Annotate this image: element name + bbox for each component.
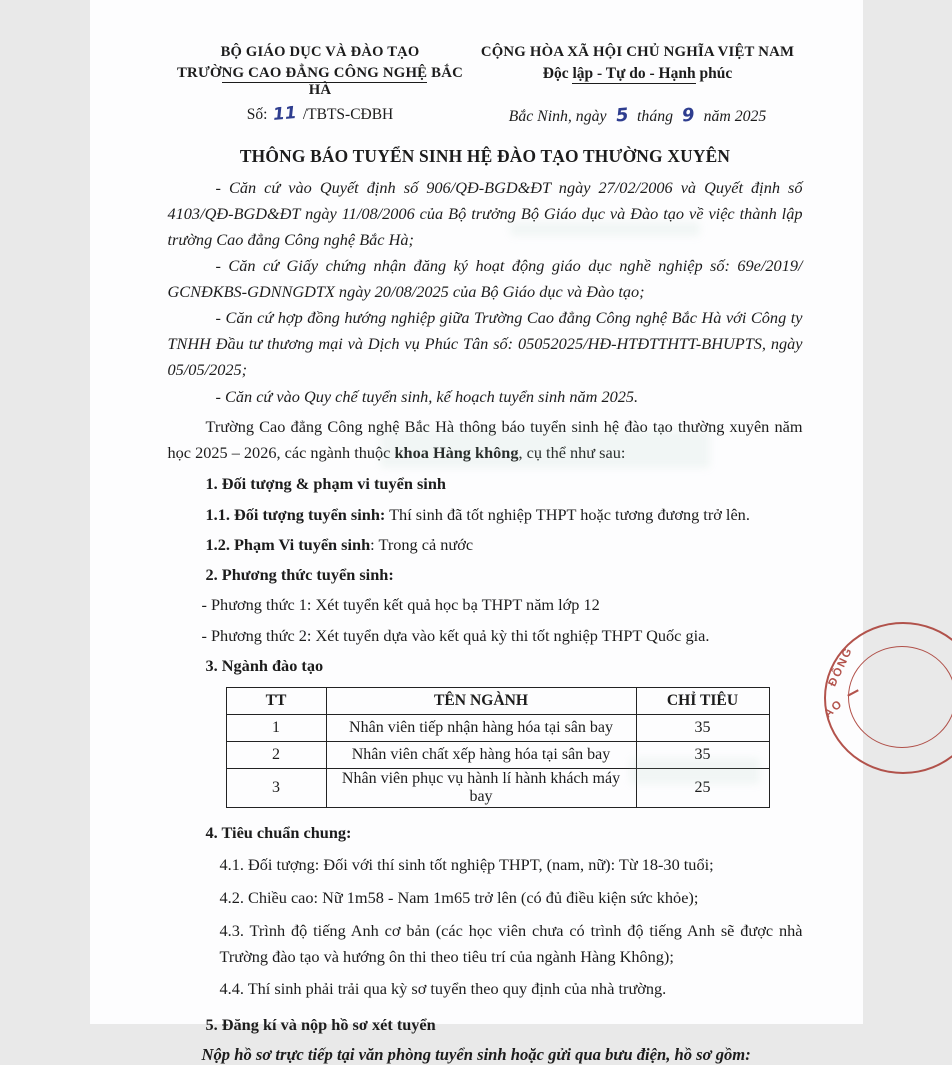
date-month-word: tháng — [637, 108, 673, 125]
section-1-item-1 — [206, 502, 803, 527]
scanned-document-page — [90, 0, 863, 1024]
standard-item-4-4: 4.4. Thí sinh phải trải qua kỳ sơ tuyển theo quy định của nhà trường. — [220, 976, 803, 1002]
school-name — [168, 65, 473, 99]
cell-chitieu: 35 — [636, 715, 769, 742]
school-name-suffix: BẮC HÀ — [309, 65, 463, 98]
legal-basis-paragraph: - Căn cứ vào Quyết định số 906/QĐ-BGD&ĐT ngày 27/02/2006 và Quyết định số 4103/QĐ-BGD&ĐT ngày 11/08/2006 của Bộ trưởng Bộ Giáo dục và Đào tạo về việc thành lập trường Cao đẳng Công nghệ Bắc Hà; — [168, 175, 803, 253]
section-4-heading: 4. Tiêu chuẩn chung: — [206, 820, 803, 845]
date-prefix: Bắc Ninh, ngày — [509, 108, 607, 125]
cell-nganh: Nhân viên chất xếp hàng hóa tại sân bay — [326, 742, 636, 769]
item-1-1-label: 1.1. Đối tượng tuyển sinh: — [206, 505, 386, 524]
stamp-separator-line — [847, 689, 859, 696]
table-header-chitieu: CHỈ TIÊU — [636, 688, 769, 715]
intro-department-bold: khoa Hàng không — [394, 443, 518, 462]
motto-suffix: phúc — [696, 65, 733, 82]
table-header-nganh: TÊN NGÀNH — [326, 688, 636, 715]
document-title: THÔNG BÁO TUYỂN SINH HỆ ĐÀO TẠO THƯỜNG XUYÊN — [168, 146, 803, 167]
submission-note: Nộp hồ sơ trực tiếp tại văn phòng tuyển sinh hoặc gửi qua bưu điện, hồ sơ gồm: — [202, 1045, 803, 1065]
document-number-label: Số: — [247, 106, 268, 123]
item-1-2-text: : Trong cả nước — [370, 535, 473, 554]
red-stamp-partial — [802, 606, 863, 781]
table-header-tt: TT — [226, 688, 326, 715]
handwritten-month: 9 — [681, 104, 695, 126]
national-motto — [473, 65, 803, 83]
cell-tt: 3 — [226, 769, 326, 808]
ministry-name: BỘ GIÁO DỤC VÀ ĐÀO TẠO — [168, 44, 473, 61]
table-row — [226, 715, 769, 742]
admission-method-2: - Phương thức 2: Xét tuyển dựa vào kết quả kỳ thi tốt nghiệp THPT Quốc gia. — [202, 623, 803, 648]
section-1-item-2 — [206, 532, 803, 557]
admission-method-1: - Phương thức 1: Xét tuyển kết quả học bạ THPT năm lớp 12 — [202, 592, 803, 617]
bleed-through-artifact — [380, 430, 710, 468]
stamp-text-top: ĐÔNG — [826, 645, 855, 689]
date-suffix: năm 2025 — [704, 108, 767, 125]
stamp-outer-ring — [824, 622, 952, 774]
item-1-1-text: Thí sinh đã tốt nghiệp THPT hoặc tương đương trở lên. — [385, 505, 750, 524]
legal-basis-paragraph: - Căn cứ Giấy chứng nhận đăng ký hoạt động giáo dục nghề nghiệp số: 69e/2019/ GCNĐKBS-GDNNGDTX ngày 20/08/2025 của Bộ Giáo dục và Đào tạo; — [168, 253, 803, 305]
school-name-prefix: TRƯỜ — [177, 65, 222, 81]
cell-nganh: Nhân viên phục vụ hành lí hành khách máy bay — [326, 769, 636, 808]
stamp-text-bottom: AO — [821, 697, 845, 720]
bleed-through-artifact — [630, 758, 760, 784]
intro-prefix: Trường Cao đẳng Công nghệ Bắc Hà thông báo tuyển sinh hệ đào tạo thường xuyên năm học 2025 – 2026, các ngành thuộc — [168, 417, 803, 462]
stamp-inner-ring — [848, 646, 952, 748]
legal-basis-paragraph: - Căn cứ vào Quy chế tuyển sinh, kế hoạch tuyển sinh năm 2025. — [168, 384, 803, 410]
issuing-authority-block — [168, 44, 473, 124]
section-5-heading: 5. Đăng kí và nộp hồ sơ xét tuyển — [206, 1012, 803, 1037]
place-date-line — [473, 105, 803, 126]
enrollment-quota-table — [226, 687, 770, 808]
cell-chitieu: 35 — [636, 742, 769, 769]
cell-tt: 2 — [226, 742, 326, 769]
bleed-through-artifact — [510, 222, 700, 236]
national-header-block — [473, 44, 803, 126]
standard-item-4-3: 4.3. Trình độ tiếng Anh cơ bản (các học viên chưa có trình độ tiếng Anh sẽ được nhà Trường đào tạo và hướng ôn thi theo tiêu trí của ngành Hàng Không); — [220, 918, 803, 969]
legal-basis-paragraph: - Căn cứ hợp đồng hướng nghiệp giữa Trường Cao đẳng Công nghệ Bắc Hà với Công ty TNHH Đầu tư thương mại và Dịch vụ Phúc Tân số: 05052025/HĐ-HTĐTTHTT-BHUPTS, ngày 05/05/2025; — [168, 305, 803, 383]
handwritten-document-number: 11 — [272, 103, 297, 125]
document-number-suffix: /TBTS-CĐBH — [303, 106, 393, 123]
section-2-heading: 2. Phương thức tuyển sinh: — [206, 562, 803, 587]
intro-suffix: , cụ thể như sau: — [518, 443, 625, 462]
section-1-heading: 1. Đối tượng & phạm vi tuyển sinh — [206, 471, 803, 496]
item-1-2-label: 1.2. Phạm Vi tuyển sinh — [206, 535, 371, 554]
cell-tt: 1 — [226, 715, 326, 742]
cell-nganh: Nhân viên tiếp nhận hàng hóa tại sân bay — [326, 715, 636, 742]
document-number — [168, 104, 473, 124]
motto-prefix: Độc — [543, 65, 573, 82]
standard-item-4-2: 4.2. Chiều cao: Nữ 1m58 - Nam 1m65 trở lên (có đủ điều kiện sức khỏe); — [220, 885, 803, 911]
school-name-underlined: NG CAO ĐẲNG CÔNG NGHỆ — [222, 65, 428, 83]
table-header-row — [226, 688, 769, 715]
motto-underlined: lập - Tự do - Hạnh — [572, 65, 695, 84]
cell-chitieu: 25 — [636, 769, 769, 808]
national-title: CỘNG HÒA XÃ HỘI CHỦ NGHĨA VIỆT NAM — [473, 44, 803, 61]
handwritten-day: 5 — [615, 104, 629, 126]
section-3-heading: 3. Ngành đào tạo — [206, 653, 803, 678]
standard-item-4-1: 4.1. Đối tượng: Đối với thí sinh tốt nghiệp THPT, (nam, nữ): Từ 18-30 tuổi; — [220, 852, 803, 878]
document-header — [168, 44, 803, 126]
